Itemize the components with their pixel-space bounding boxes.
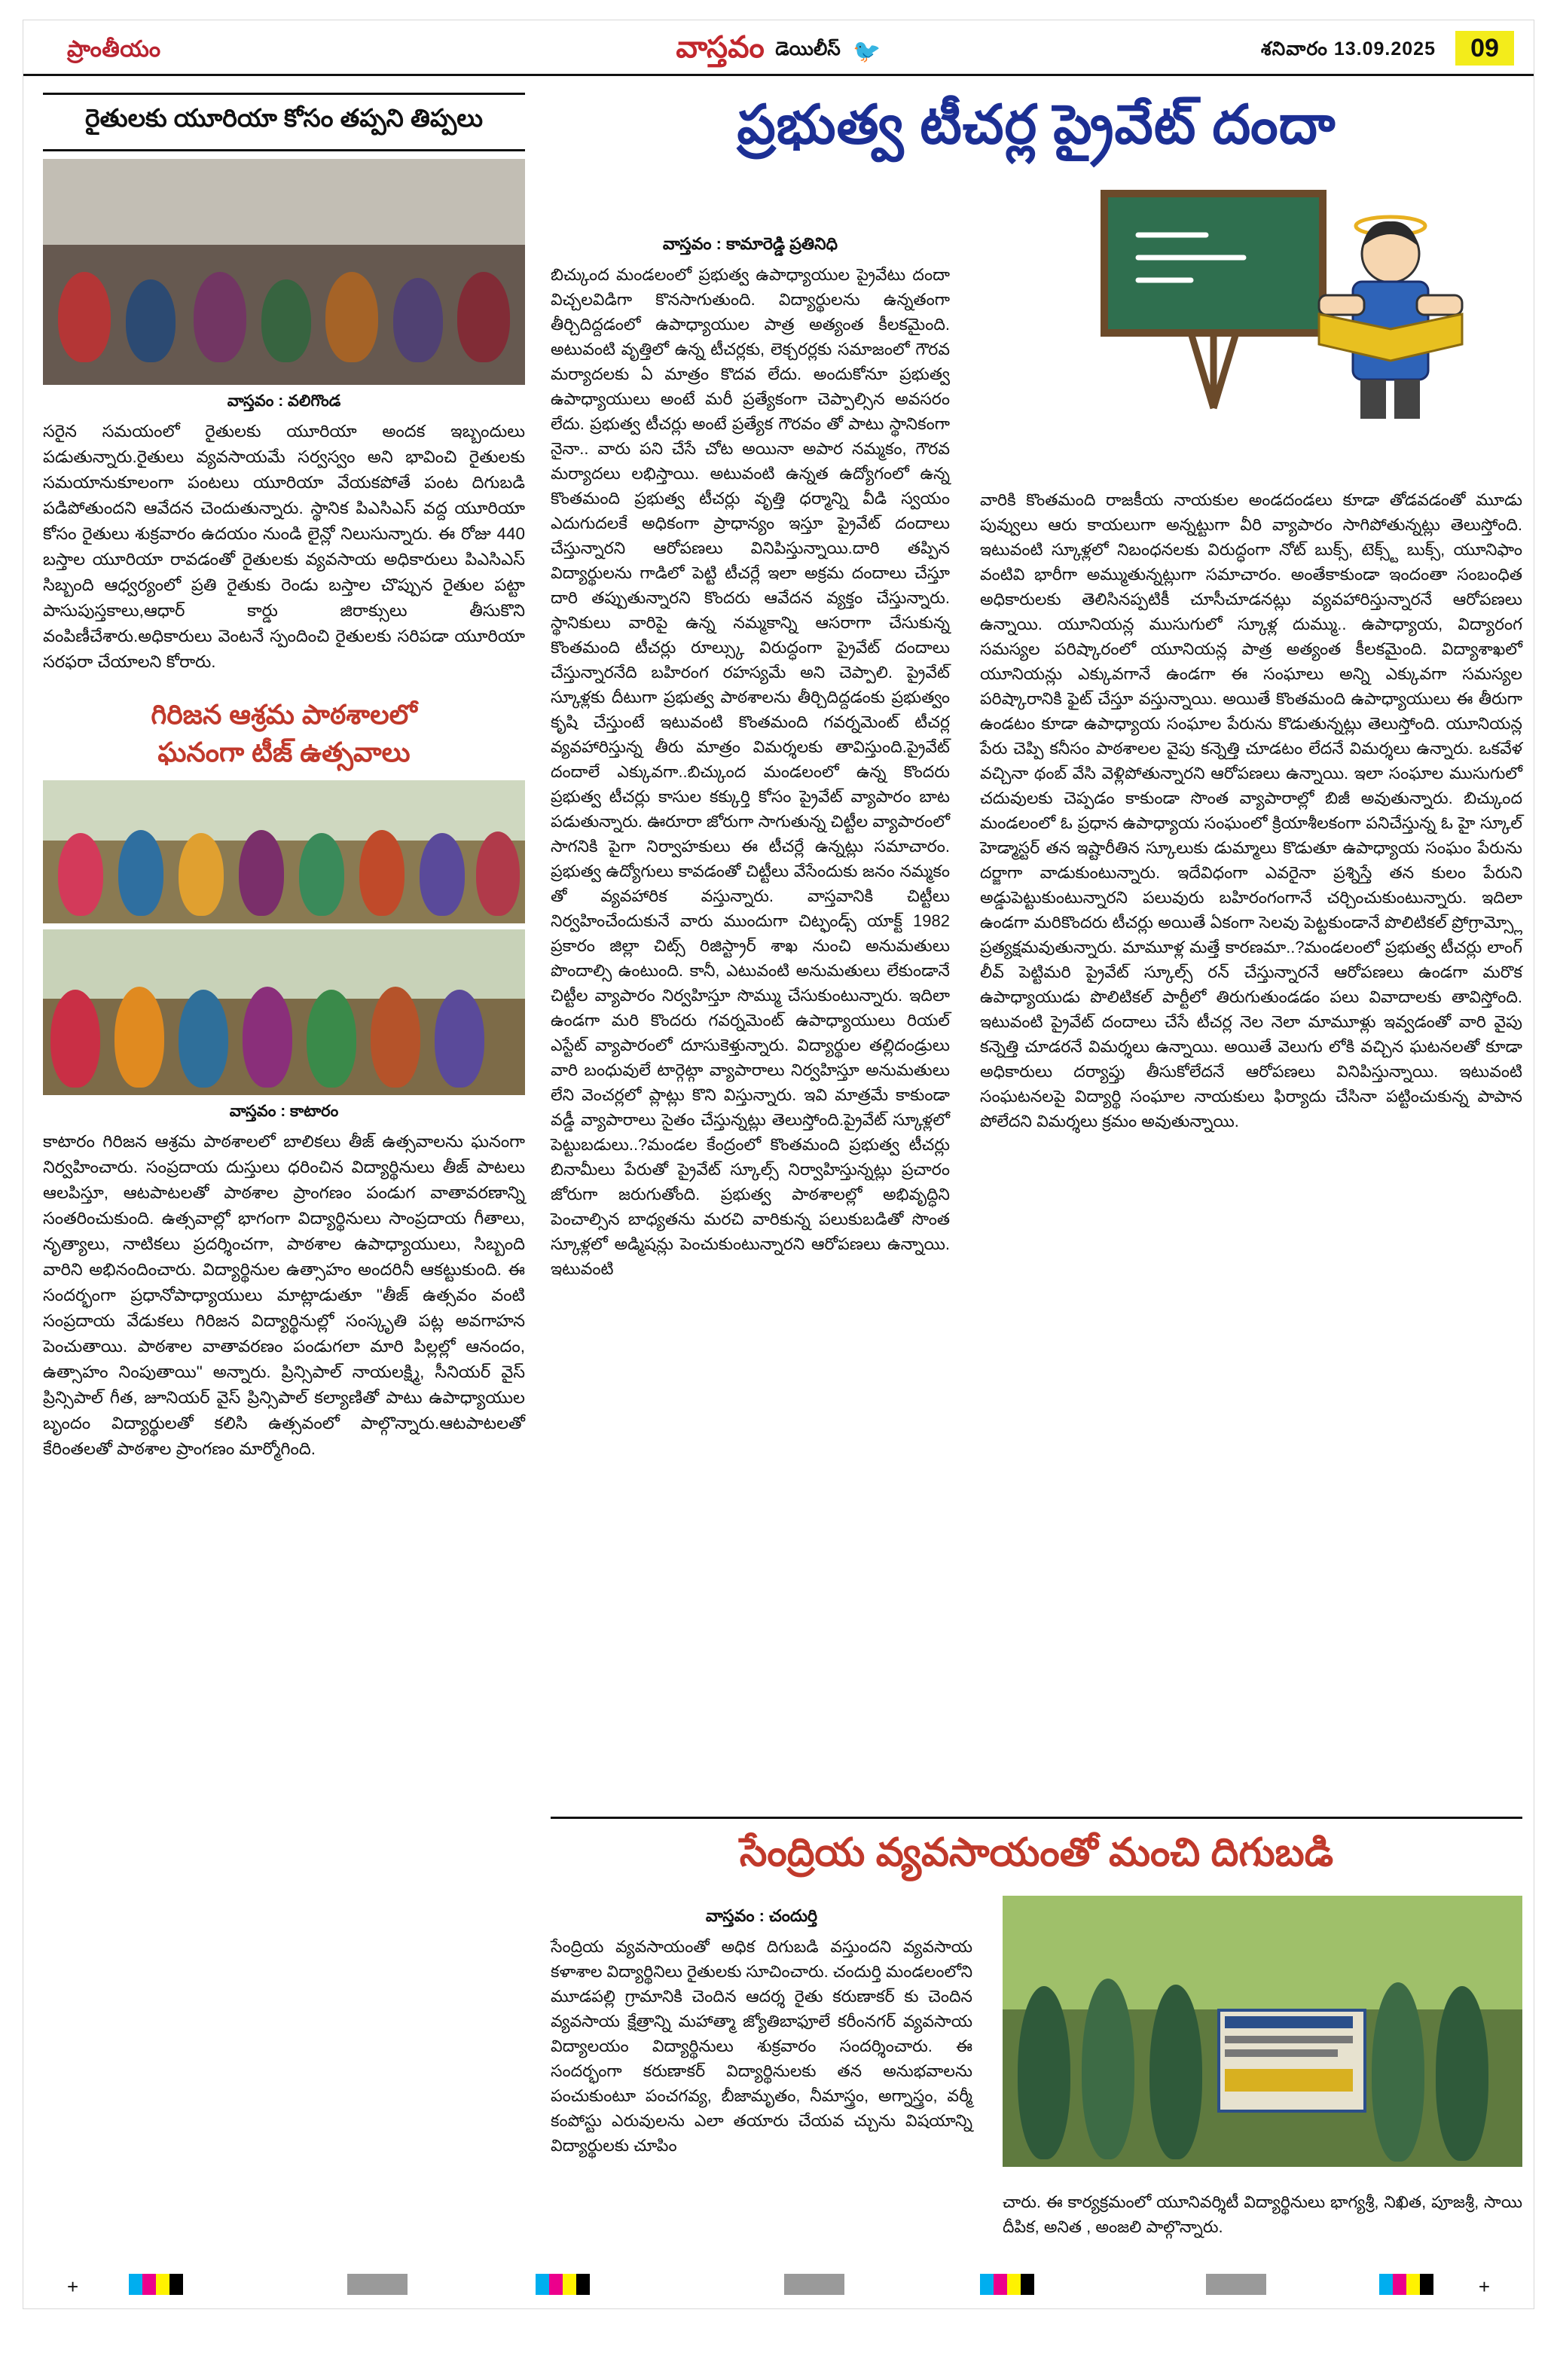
section-label: ప్రాంతీయం [67, 37, 161, 62]
photo-caption-2: వాస్తవం : కాటారం [229, 1103, 339, 1120]
left-subheadline-1: గిరిజన ఆశ్రమ పాఠశాలలో [151, 699, 417, 730]
bottom-body-text: సేంద్రియ వ్యవసాయంతో అధిక దిగుబడి వస్తుందని వ్యవసాయ కళాశాల విద్యార్థినిలు రైతులకు సూచించారు. చందుర్తి మండలంలోని మూడపల్లి గ్రామానికి చెందిన ఆదర్శ రైతు కరుణాకర్ కు చెందిన వ్యవసాయ క్షేత్రాన్ని మహాత్మా జ్యోతిబాఫూలే కరీంనగర్ వ్యవసాయ విద్యాలయం విద్యార్థినులు శుక్రవారం సందర్శించారు. ఈ సందర్భంగా కరుణాకర్ విద్యార్థినులకు తన అనుభవాలను పంచుకుంటూ పంచగవ్య, బీజామృతం, నీమాస్త్రం, అగ్నాస్త్రం, వర్మీ కంపోస్టు ఎరువులను ఎలా తయారు చేయవ చ్చును విషయాన్ని విద్యార్థులకు చూపిం [551, 1937, 973, 2155]
registration-mark-left: + [67, 2275, 79, 2298]
bottom-byline: వాస్తవం : చందుర్తి [705, 1906, 818, 1925]
paper-logo: వాస్తవం [676, 31, 765, 64]
main-body-1: బిచ్కుంద మండలంలో ప్రభుత్వ ఉపాధ్యాయుల ప్రైవేటు దందా విచ్చలవిడిగా కొనసాగుతుంది. విద్యార్థులను ఉన్నతంగా తీర్చిదిద్దడంలో ఉపాధ్యాయుల పాత్ర అత్యంత కీలకమైంది. అటువంటి వృత్తిలో ఉన్న టీచర్లకు, లెక్చరర్లకు సమాజంలో గౌరవ మర్యాదలకు ఏ మాత్రం కొదవ లేదు. అందుకోనూ ప్రభుత్వ ఉపాధ్యాయులు అంటే మరీ ప్రత్యేకంగా చెప్పాల్సిన అవసరం లేదు. ప్రభుత్వ టీచర్లు అంటే ప్రత్యేక గౌరవం తో పాటు స్థానికంగా నైనా.. వారు పని చేసే చోట అయినా అపార నమ్మకం, గౌరవ మర్యాదలు లభిస్తాయి. అటువంటి ఉన్నత ఉద్యోగంలో ఉన్న కొంతమంది ప్రభుత్వ టీచర్లు వృత్తి ధర్మాన్ని వీడి స్వయం ఎదుగుదలకే అధికంగా ప్రాధాన్యం ఇస్తూ ప్రైవేట్ దందాలు చేస్తున్నారని ఆరోపణలు వినిపిస్తున్నాయి.దారి తప్పిన విద్యార్థులను గాడిలో పెట్టి టీచర్లే ఇలా అక్రమ దందాలు చేస్తూ దారి తప్పుతున్నారని కొందరు ఆవేదన వ్యక్తం చేస్తున్నారు. స్థానికులు వారిపై ఉన్న నమ్మకాన్ని ఆసరాగా చేసుకున్న కొంతమంది టీచర్లు రూల్స్కు విరుద్ధంగా ప్రైవేట్ దందాలు చేస్తున్నారనేది బహిరంగ రహస్యమే అని చెప్పాలి. ప్రైవేట్ స్కూళ్లకు దీటుగా ప్రభుత్వ పాఠశాలను తీర్చిదిద్దడంకు ప్రభుత్వం కృషి చేస్తుంటే ఇటువంటి కొంతమంది గవర్నమెంట్ టీచర్ల వ్యవహారిస్తున్న తీరు మాత్రం విమర్శలకు తావిస్తుంది.ప్రైవేట్ దందాలే ఎక్కువగా..బిచ్కుంద మండలంలో ఉన్న కొందరు ప్రభుత్వ టీచర్లు కాసుల కక్కుర్తి కోసం ప్రైవేట్ వ్యాపారం బాట పడుతున్నారు. ఊరూరా జోరుగా సాగుతున్న చిట్టీల వ్యాపారంలో సాగనికి పైగా నిర్వాహకులు ఈ టీచర్లే ఉన్నట్లు సమాచారం. ప్రభుత్వ ఉద్యోగులు కావడంతో చిట్టీలు వేసేందుకు జనం నమ్మకం తో వ్యవహారిక వస్తున్నారు. వాస్తవానికి చిట్టీలు నిర్వహించేందుకునే వారు ముందుగా చిట్ఫండ్స్ యాక్ట్ 1982 ప్రకారం జిల్లా చిట్స్ రిజిస్ట్రార్ శాఖ నుంచి అనుమతులు పొందాల్సి ఉంటుంది. కానీ, ఎటువంటి అనుమతులు లేకుండానే చిట్టీల వ్యాపారం నిర్వహిస్తూ సొమ్ము చేసుకుంటున్నారు. ఇదిలా ఉండగా మరి కొందరు గవర్నమెంట్ ఉపాధ్యాయులు రియల్ ఎస్టేట్ వ్యాపారంలో దూసుకెళ్తున్నారు. విద్యార్థుల తల్లిదండ్రులు వారి బంధువులే టార్గెట్గా వ్యాపారాలు నిర్వహిస్తూ అనుమతులు లేని వెంచర్లలో ప్లాట్లు కొని విస్తున్నారు. ఇవి మాత్రమే కాకుండా వడ్డీ వ్యాపారాలు సైతం చేస్తున్నట్లు తెలుస్తోంది.ప్రైవేట్ స్కూళ్లలో పెట్టుబడులు..?మండల కేంద్రంలో కొంతమంది ప్రభుత్వ టీచర్లు బినామీలు పేరుతో ప్రైవేట్ స్కూల్స్ నిర్వాహిస్తున్నట్లు ప్రచారం జోరుగా జరుగుతోంది. ప్రభుత్వ పాఠశాలల్లో అభివృద్ధిని పెంచాల్సిన బాధ్యతను మరచి వారికున్న పలుకుబడితో సొంత స్కూళ్లలో అడ్మిషన్లు పెంచుకుంటున్నారని ఆరోపణలు ఉన్నాయి. ఇటువంటి [551, 265, 950, 1278]
main-story-column-2: వారికి కొంతమంది రాజకీయ నాయకుల అండదండలు కూడా తోడవడంతో మూడు పువ్వులు ఆరు కాయలుగా అన్నట్టుగా వీరి వ్యాపారం సాగిపోతున్నట్లు తెలుస్తోంది. ఇటువంటి స్కూళ్లలో నిబంధనలకు విరుద్ధంగా నోట్ బుక్స్, టెక్స్ట్ బుక్స్, యూనిఫాం వంటివి భారీగా అమ్ముతున్నట్లుగా సమాచారం. అంతేకాకుండా ఇందంతా సంబంధిత అధికారులకు తెలిసినప్పటికీ చూసీచూడనట్లు వ్యవహారిస్తున్నారనే ఆరోపణలు ఉన్నాయి. యూనియన్ల ముసుగులో స్కూళ్ల దుమ్ము.. ఉపాధ్యాయ, విద్యారంగ సమస్యల పరిష్కారంలో యూనియన్ల పాత్ర అత్యంత కీలకమైంది. విద్యాశాఖలో యూనియన్లు ఎక్కువగానే ఉండగా ఈ సంఘాలు అన్ని ఎక్కువగా సమస్యల పరిష్కారానికి ఫైట్ చేస్తూ వస్తున్నాయి. అయితే కొంతమంది ఉపాధ్యాయులు ఈ తీరుగా ఉండటం కూడా ఉపాధ్యాయ సంఘాల పేరును కొడుతున్నట్లు తెలుస్తోంది. యూనియన్ల పేరు చెప్పి కనీసం పాఠశాలల వైపు కన్నెత్తి చూడటం లేదనే విమర్శలు ఉన్నారు. ఒకవేళ వచ్చినా థంబ్ వేసి వెళ్లిపోతున్నారని ఆరోపణలు ఉన్నాయి. ఇలా సంఘాల ముసుగులో చదువులకు చెప్పడం కాకుండా సొంత వ్యాపారాల్లో బిజీ అవుతున్నారు. బిచ్కుంద మండలంలో ఓ ప్రధాన ఉపాధ్యాయ సంఘంలో క్రియాశీలకంగా పనిచేస్తున్న ఓ హై స్కూల్ హెడ్మాస్టర్ తన ఇష్టారీతిన స్కూలుకు డుమ్మాలు కొడుతూ ఉపాధ్యాయ సంఘం పేరును దర్జాగా వాడుకుంటున్నారు. ఇదేవిధంగా ఎవరైనా ప్రశ్నిస్తే తన కులం పేరుని అడ్డుపెట్టుకుంటున్నారని పలువురు బహిరంగంగానే చర్చించుకుంటున్నారు. ఇదిలా ఉండగా మరికొందరు టీచర్లు అయితే ఏకంగా సెలవు పెట్టకుండానే పొలిటికల్ ప్రోగ్రామ్స్లో ప్రత్యక్షమవుతున్నారు. మామూళ్ల మత్తే కారణమా..?మండలంలో ప్రభుత్వ టీచర్లు లాంగ్ లీవ్ పెట్టిమరి ప్రైవేట్ స్కూల్స్ రన్ చేస్తున్నారనే ఆరోపణలు ఉండగా మరొక ఉపాధ్యాయుడు పొలిటికల్ పార్టీలో తిరుగుతుండడం పలు వివాదాలకు తావిస్తోంది. ఇటువంటి ప్రైవేట్ దందాలు చేసే టీచర్ల నెల నెలా మామూళ్లు ఇవ్వడంతో వారి వైపు కన్నెత్తి చూడరనే విమర్శలు ఉన్నాయి. అయితే వెలుగు లోకి వచ్చిన ఘటనలతో కూడా అధికారులు దర్యాప్తు తీసుకోలేదనే ఆరోపణలు వినిపిస్తున్నాయి. ఇటువంటి సంఘటనలపై విద్యార్థి సంఘాల నాయకులు ఫిర్యాదు చేసినా పట్టించుకున్న పాపాన పోలేదని విమర్శలు క్రమం అవుతున్నాయి. [980, 490, 1522, 1130]
photo-teej-2 [43, 929, 525, 1095]
page-sheet [23, 20, 1534, 2309]
registration-mark-right: + [1478, 2275, 1490, 2298]
swatch-group-6 [1206, 2274, 1266, 2295]
page-number: 09 [1455, 31, 1514, 66]
swatch-group-5 [980, 2274, 1034, 2295]
bottom-body-right: చారు. ఈ కార్యక్రమంలో యూనివర్శిటీ విద్యార్థినులు భాగ్యశ్రీ, నిఖిత, పూజశ్రీ, సాయి దీపిక, అనిత , అంజలి పాల్గొన్నారు. [1003, 2192, 1522, 2236]
left-headline: రైతులకు యూరియా కోసం తప్పని తిప్పలు [43, 93, 525, 151]
swatch-group-7 [1379, 2274, 1433, 2295]
masthead [23, 20, 1534, 76]
photo-caption: వాస్తవం : వలిగొండ [227, 392, 341, 410]
swatch-group-1 [129, 2274, 183, 2295]
left-column [43, 93, 525, 1462]
left-article-body: సరైన సమయంలో రైతులకు యూరియా అందక ఇబ్బందులు పడుతున్నారు.రైతులు వ్యవసాయమే సర్వస్వం అని భావించి రైతులకు సమయానుకూలంగా పంటలు యూరియా వేయకపోతే పంట దిగుబడి పడిపోతుందని ఆవేదన చెందుతున్నారు. స్థానిక పిఎసిఎస్ వద్ద యూరియా కోసం రైతులు శుక్రవారం ఉదయం నుండి లైన్లో నిలుసున్నారు. ఈ రోజు 440 బస్తాల యూరియా రావడంతో రైతులకు వ్యవసాయ అధికారులు పిఎసిఎస్ సిబ్బంది ఆధ్వర్యంలో ప్రతి రైతుకు రెండు బస్తాల చొప్పున రైతుల పట్టా పాసుపుస్తకాలు,ఆధార్ కార్డు జిరాక్సులు తీసుకొని వంపిణీచేశారు.అధికారులు వెంటనే స్పందించి రైతులకు సరిపడా యూరియా సరఫరా చేయాలని కోరారు. [43, 422, 525, 671]
print-registration-bar [23, 2274, 1534, 2299]
main-story-column-1 [551, 231, 950, 1281]
issue-date: శనివారం 13.09.2025 [1260, 38, 1436, 60]
photo-urea-queue [43, 159, 525, 385]
left-subheadline-2: ఘనంగా టీజ్ ఉత్సవాలు [157, 737, 411, 767]
cartoon-illustration [1093, 182, 1515, 423]
left-article-body-2: కాటారం గిరిజన ఆశ్రమ పాఠశాలలో బాలికలు తీజ్ ఉత్సవాలను ఘనంగా నిర్వహించారు. సంప్రదాయ దుస్తులు ధరించిన విద్యార్థినులు తీజ్ పాటలు ఆలపిస్తూ, ఆటపాటలతో పాఠశాల ప్రాంగణం పండుగ వాతావరణాన్ని సంతరించుకుంది. ఉత్సవాల్లో భాగంగా విద్యార్థినులు సాంప్రదాయ గీతాలు, నృత్యాలు, నాటికలు ప్రదర్శించగా, పాఠశాల ఉపాధ్యాయులు, సిబ్బంది వారిని అభినందించారు. విద్యార్థినుల ఉత్సాహం అందరినీ ఆకట్టుకుంది. ఈ సందర్భంగా ప్రధానోపాధ్యాయులు మాట్లాడుతూ "తీజ్ ఉత్సవం వంటి సంప్రదాయ వేడుకలు గిరిజన విద్యార్థినుల్లో సంస్కృతి పట్ల అవగాహన పెంచుతాయి. పాఠశాల వాతావరణం పండుగలా మారి పిల్లల్లో ఆనందం, ఉత్సాహం నింపుతాయి" అన్నారు. ప్రిన్సిపాల్ నాయలక్ష్మి, సీనియర్ వైస్ ప్రిన్సిపాల్ గీత, జూనియర్ వైస్ ప్రిన్సిపాల్ కల్యాణితో పాటు ఉపాధ్యాయుల బృందం విద్యార్థులతో కలిసి ఉత్సవంలో పాల్గొన్నారు.ఆటపాటలతో కేరింతలతో పాఠశాల ప్రాంగణం మార్మోగింది. [43, 1132, 525, 1458]
bottom-headline: సేంద్రియ వ్యవసాయంతో మంచి దిగుబడి [739, 1831, 1334, 1875]
swatch-group-4 [784, 2274, 844, 2295]
bottom-divider [551, 1817, 1522, 1819]
paper-logo-sub: డెయిలీస్ [775, 38, 841, 60]
bird-icon: 🐦 [853, 39, 881, 64]
photo-teej-1 [43, 780, 525, 923]
main-headline: ప్రభుత్వ టీచర్ల ప్రైవేట్ దందా [737, 95, 1336, 155]
main-byline: వాస్తవం : కామారెడ్డి ప్రతినిధి [662, 234, 838, 253]
photo-organic-farming [1003, 1896, 1522, 2167]
bottom-body-left [551, 1903, 972, 2158]
swatch-group-2 [347, 2274, 408, 2295]
swatch-group-3 [536, 2274, 590, 2295]
